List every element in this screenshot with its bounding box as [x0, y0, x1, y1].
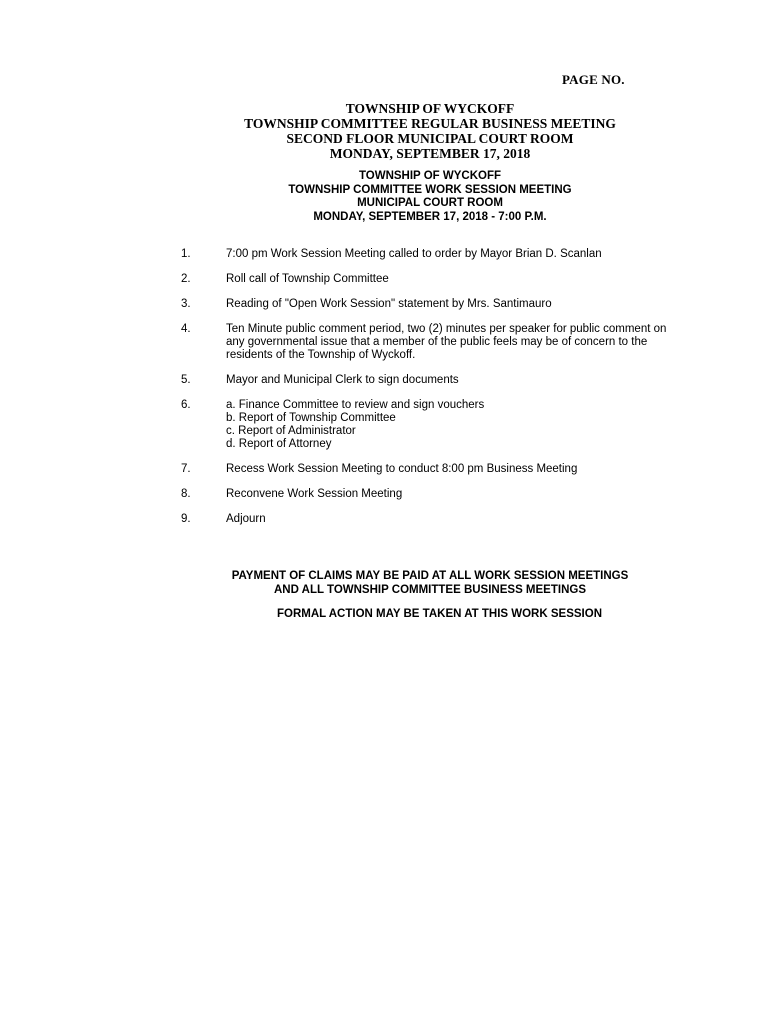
agenda-subitem: d. Report of Attorney — [226, 438, 332, 450]
agenda-subitem: a. Finance Committee to review and sign vouchers — [226, 399, 485, 411]
payment-notice-line1: PAYMENT OF CLAIMS MAY BE PAID AT ALL WORK SESSION MEETINGS — [231, 570, 629, 582]
agenda-item-number: 3. — [181, 298, 191, 310]
agenda-item — [181, 399, 701, 451]
agenda-item-text: Reading of "Open Work Session" statement by Mrs. Santimauro — [226, 298, 552, 310]
agenda-subitem: b. Report of Township Committee — [226, 412, 396, 424]
work-session-date: MONDAY, SEPTEMBER 17, 2018 - 7:00 P.M. — [313, 210, 547, 223]
agenda-item-text: Adjourn — [226, 513, 266, 525]
payment-of-claims-notice — [0, 570, 770, 597]
payment-notice-line2: AND ALL TOWNSHIP COMMITTEE BUSINESS MEETINGS — [273, 583, 586, 596]
agenda-item-number: 2. — [181, 273, 191, 285]
work-session-title: TOWNSHIP COMMITTEE WORK SESSION MEETING — [288, 183, 572, 196]
agenda-item — [181, 513, 701, 526]
agenda-subitem-list — [226, 399, 701, 451]
agenda-item-number: 5. — [181, 374, 191, 386]
agenda-item-text: Recess Work Session Meeting to conduct 8:00 pm Business Meeting — [226, 463, 578, 475]
regular-meeting-township: TOWNSHIP OF WYCKOFF — [345, 101, 515, 116]
agenda-item-text: Roll call of Township Committee — [226, 273, 389, 285]
work-session-header — [0, 170, 770, 224]
work-session-location: MUNICIPAL COURT ROOM — [357, 197, 503, 209]
agenda-item-text: Reconvene Work Session Meeting — [226, 488, 403, 500]
regular-meeting-header — [0, 101, 770, 161]
agenda-item-number: 8. — [181, 488, 191, 500]
agenda-item — [181, 298, 701, 311]
regular-meeting-date: MONDAY, SEPTEMBER 17, 2018 — [329, 146, 531, 161]
agenda-item — [181, 273, 701, 286]
agenda-item — [181, 323, 701, 362]
agenda-item — [181, 374, 701, 387]
regular-meeting-title: TOWNSHIP COMMITTEE REGULAR BUSINESS MEETING — [244, 116, 616, 131]
agenda-item-number: 9. — [181, 513, 191, 525]
agenda-item-number: 7. — [181, 463, 191, 475]
agenda-item-number: 4. — [181, 323, 191, 335]
formal-action-notice: FORMAL ACTION MAY BE TAKEN AT THIS WORK SESSION — [277, 608, 602, 620]
agenda-item-text: Ten Minute public comment period, two (2) minutes per speaker for public comment on any governmental issue that a member of the public feels may be of concern to the residents of the Township of Wyckoff. — [226, 323, 667, 361]
agenda-subitem: c. Report of Administrator — [226, 425, 356, 437]
agenda-item — [181, 248, 701, 261]
agenda-item-text: Mayor and Municipal Clerk to sign documents — [226, 374, 459, 386]
agenda-item-text: 7:00 pm Work Session Meeting called to order by Mayor Brian D. Scanlan — [226, 248, 602, 260]
page-number-label: PAGE NO. — [562, 72, 625, 87]
agenda-list — [181, 248, 701, 538]
agenda-item — [181, 488, 701, 501]
work-session-township: TOWNSHIP OF WYCKOFF — [358, 170, 502, 182]
agenda-item-number: 1. — [181, 248, 191, 260]
regular-meeting-location: SECOND FLOOR MUNICIPAL COURT ROOM — [286, 131, 574, 146]
agenda-item — [181, 463, 701, 476]
agenda-item-number: 6. — [181, 399, 191, 411]
